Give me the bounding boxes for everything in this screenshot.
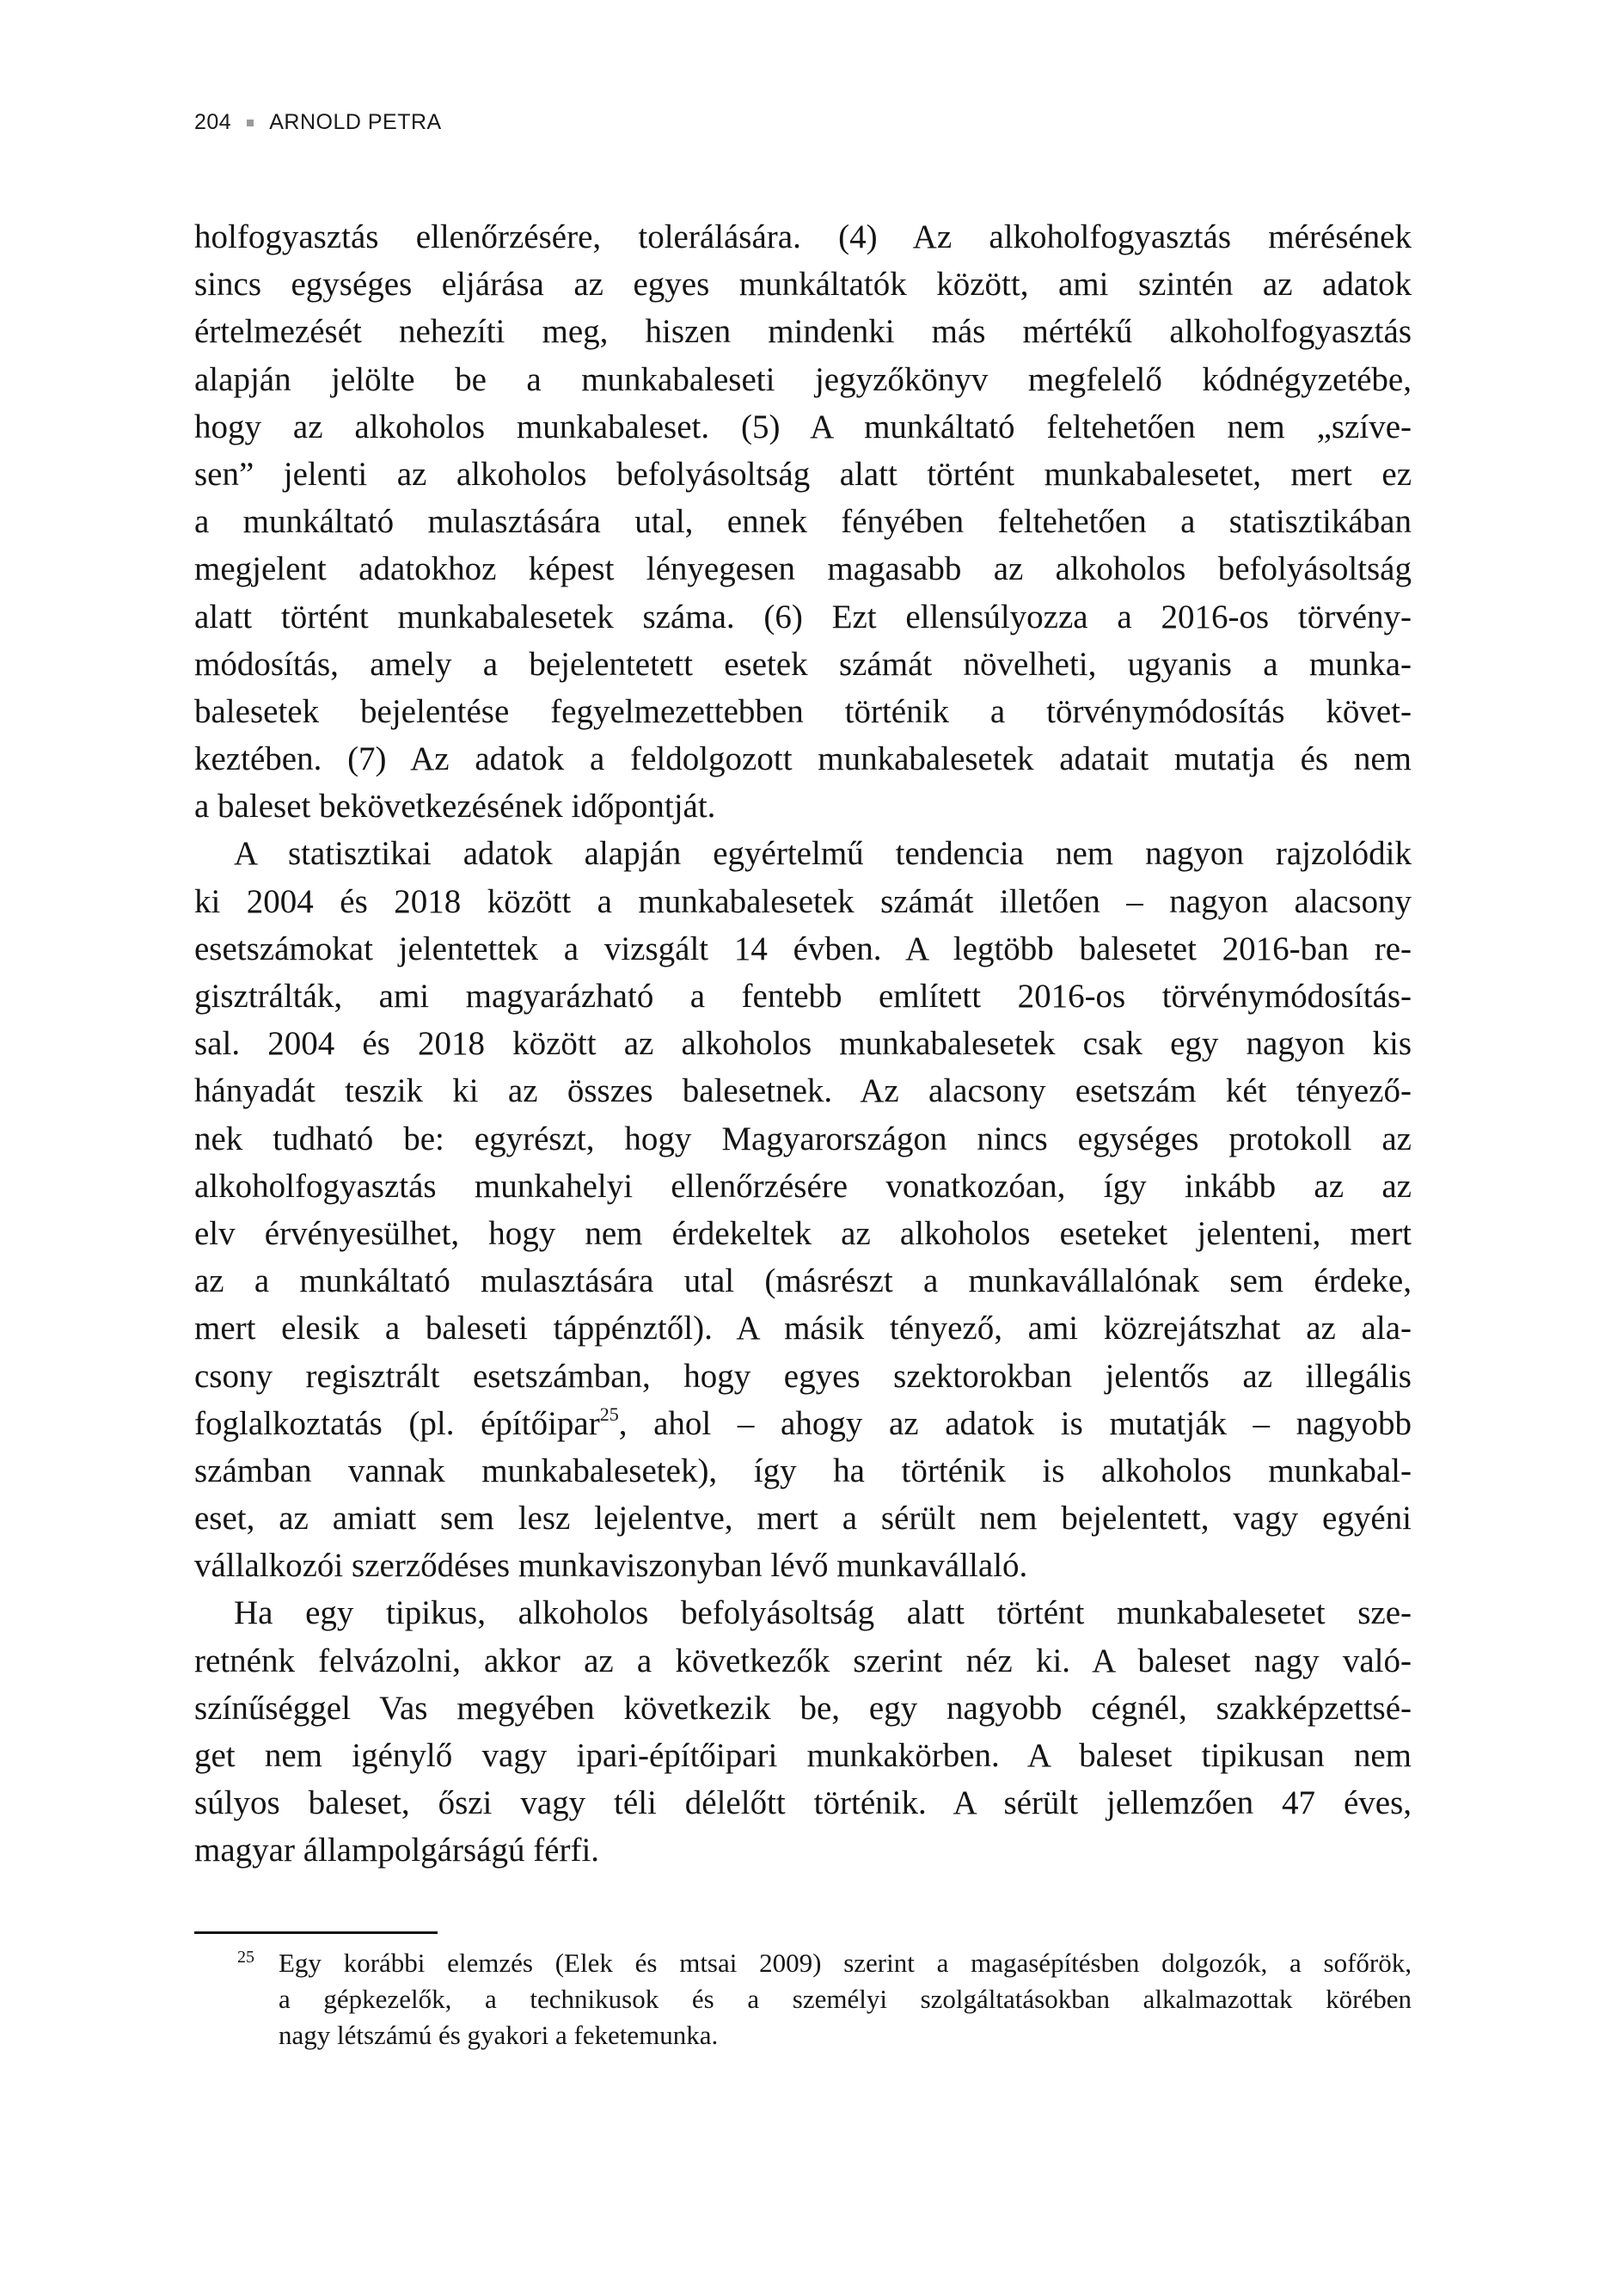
footnote-separator-rule <box>194 1931 438 1934</box>
paragraph <box>194 213 1412 830</box>
text-line: balesetek bejelentése fegyelmezettebben történik a törvénymódosítás követ- <box>194 692 1412 730</box>
text-line: get nem igénylő vagy ipari-építőipari munkakörben. A baleset tipikusan nem <box>194 1737 1412 1774</box>
text-line: nek tudható be: egyrészt, hogy Magyarországon nincs egységes protokoll az <box>194 1120 1412 1157</box>
text-line: keztében. (7) Az adatok a feldolgozott munkabalesetek adatait mutatja és nem <box>194 740 1412 778</box>
text-line: Ha egy tipikus, alkoholos befolyásoltság alatt történt munkabalesetet sze- <box>234 1594 1412 1632</box>
text-line: alkoholfogyasztás munkahelyi ellenőrzésére vonatkozóan, így inkább az az <box>194 1167 1412 1205</box>
text-line: gisztrálták, ami magyarázható a fentebb említett 2016-os törvénymódosítás- <box>194 978 1412 1015</box>
page-number: 204 <box>194 110 232 134</box>
paragraph <box>194 1589 1412 1874</box>
paragraph <box>194 830 1412 1589</box>
text-line: a munkáltató mulasztására utal, ennek fényében feltehetően a statisztikában <box>194 503 1412 541</box>
text-line: hogy az alkoholos munkabaleset. (5) A munkáltató feltehetően nem „szíve- <box>194 408 1412 445</box>
text-line: színűséggel Vas megyében következik be, egy nagyobb cégnél, szakképzettsé- <box>194 1689 1412 1727</box>
text-line: mert elesik a baleseti táppénztől). A másik tényező, ami közrejátszhat az ala- <box>194 1310 1412 1348</box>
text-line: az a munkáltató mulasztására utal (másrészt a munkavállalónak sem érdeke, <box>194 1262 1412 1300</box>
text-line: súlyos baleset, őszi vagy téli délelőtt történik. A sérült jellemzően 47 éves, <box>194 1784 1412 1822</box>
body-text <box>194 213 1412 1875</box>
footnote-line: a gépkezelők, a technikusok és a személyi szolgáltatásokban alkalmazottak körében <box>279 1984 1412 2014</box>
text-line: retnénk felvázolni, akkor az a következők szerint néz ki. A baleset nagy való- <box>194 1642 1412 1679</box>
text-line: a baleset bekövetkezésének időpontját. <box>194 788 716 826</box>
footnote-body <box>279 1945 1412 2054</box>
text-line: alatt történt munkabalesetek száma. (6) Ezt ellensúlyozza a 2016-os törvény- <box>194 598 1412 635</box>
text-line: elv érvényesülhet, hogy nem érdekeltek az alkoholos eseteket jelenteni, mert <box>194 1214 1412 1252</box>
running-head <box>194 110 442 135</box>
text-line: számban vannak munkabalesetek), így ha történik is alkoholos munkabal- <box>194 1452 1412 1489</box>
text-line: holfogyasztás ellenőrzésére, tolerálására. (4) Az alkoholfogyasztás mérésének <box>194 218 1412 255</box>
footnote-line: nagy létszámú és gyakori a feketemunka. <box>279 2020 719 2050</box>
text-line: vállalkozói szerződéses munkaviszonyban lévő munkavállaló. <box>194 1547 1028 1585</box>
text-line: ki 2004 és 2018 között a munkabalesetek számát illetően – nagyon alacsony <box>194 882 1412 920</box>
footnote-reference[interactable]: 25 <box>599 1403 619 1425</box>
text-line: megjelent adatokhoz képest lényegesen magasabb az alkoholos befolyásoltság <box>194 550 1412 588</box>
text-line: foglalkoztatás (pl. építőipar$^{25}$, ahol – ahogy az adatok is mutatják – nagyobb <box>194 1403 1412 1442</box>
text-line: alapján jelölte be a munkabaleseti jegyzőkönyv megfelelő kódnégyzetébe, <box>194 360 1412 398</box>
text-line: magyar állampolgárságú férfi. <box>194 1832 600 1869</box>
author-name: ARNOLD PETRA <box>269 110 442 134</box>
footnote-line: Egy korábbi elemzés (Elek és mtsai 2009) szerint a magasépítésben dolgozók, a sofőrök, <box>279 1948 1412 1978</box>
text-line: eset, az amiatt sem lesz lejelentve, mert a sérült nem bejelentett, vagy egyéni <box>194 1500 1412 1538</box>
text-line: sincs egységes eljárása az egyes munkáltatók között, ami szintén az adatok <box>194 266 1412 304</box>
text-line: csony regisztrált esetszámban, hogy egyes szektorokban jelentős az illegális <box>194 1357 1412 1395</box>
text-line: sal. 2004 és 2018 között az alkoholos munkabalesetek csak egy nagyon kis <box>194 1025 1412 1063</box>
footnote-number: 25 <box>237 1948 254 1967</box>
separator-square-icon <box>247 120 254 126</box>
footnote-25 <box>194 1945 1412 2054</box>
text-line: sen” jelenti az alkoholos befolyásoltság alatt történt munkabalesetet, mert ez <box>194 455 1412 493</box>
text-line: módosítás, amely a bejelentetett esetek számát növelheti, ugyanis a munka- <box>194 645 1412 683</box>
text-line: hányadát teszik ki az összes balesetnek. Az alacsony esetszám két tényező- <box>194 1072 1412 1110</box>
text-line: értelmezését nehezíti meg, hiszen mindenki más mértékű alkoholfogyasztás <box>194 313 1412 351</box>
text-line: esetszámokat jelentettek a vizsgált 14 évben. A legtöbb balesetet 2016-ban re- <box>194 930 1412 967</box>
text-line: A statisztikai adatok alapján egyértelmű tendencia nem nagyon rajzolódik <box>234 835 1412 873</box>
